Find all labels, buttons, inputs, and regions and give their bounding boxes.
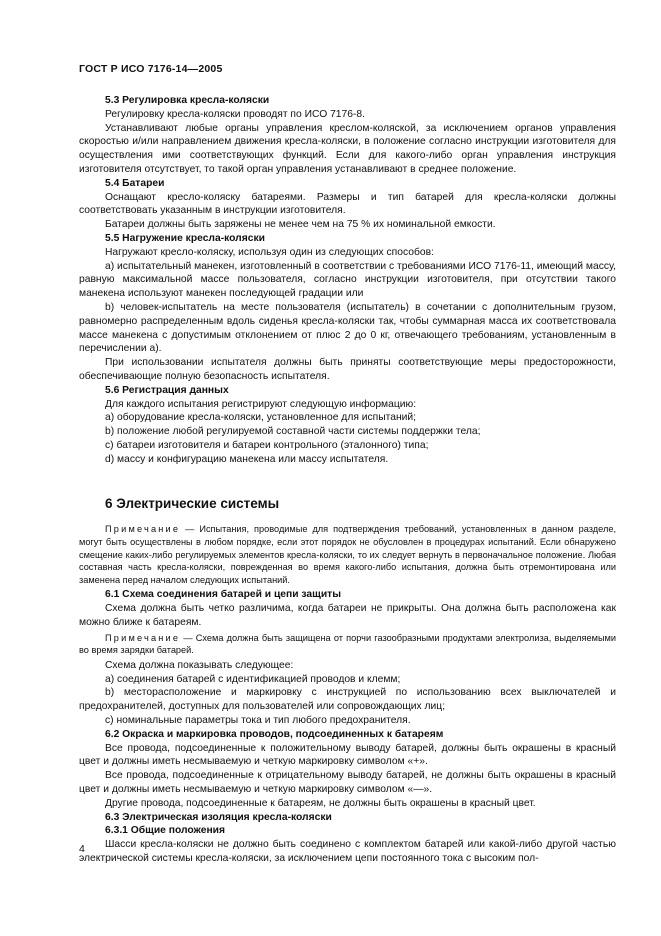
document-body — [79, 94, 616, 866]
paragraph: При использовании испытателя должны быть приняты соответствующие меры предосторожности, обеспечивающие полную безопасность испытателя. — [79, 357, 616, 382]
paragraph: Регулировку кресла-коляски проводят по ИСО 7176-8. — [105, 108, 365, 120]
heading-6-2: 6.2 Окраска и маркировка проводов, подсоединенных к батареям — [105, 728, 444, 740]
heading-5-4: 5.4 Батареи — [105, 177, 165, 189]
list-item: a) испытательный манекен, изготовленный в соответствии с требованиями ИСО 7176-11, имеющий массу, равную максимальной массе пользователя, согласно инструкции изготовителя, при отсутствии такого манекена используют манекен последующей градации или — [79, 260, 616, 300]
list-item: c) номинальные параметры тока и тип любого предохранителя. — [105, 715, 411, 727]
paragraph: Схема должна показывать следующее: — [105, 659, 294, 671]
paragraph: Батареи должны быть заряжены не менее чем на 75 % их номинальной емкости. — [105, 219, 496, 231]
note-label: Примечание — [105, 524, 181, 535]
note-text: — Схема должна быть защищена от порчи газообразными продуктами электролиза, выделяемыми во время зарядки батарей. — [79, 632, 616, 656]
heading-5-3: 5.3 Регулировка кресла-коляски — [105, 95, 270, 106]
heading-6-3-1: 6.3.1 Общие положения — [105, 825, 225, 837]
paragraph: Нагружают кресло-коляску, используя один из следующих способов: — [105, 246, 434, 258]
paragraph: Другие провода, подсоединенные к батареям, не должны быть окрашены в красный цвет. — [105, 797, 536, 809]
paragraph: Для каждого испытания регистрируют следующую информацию: — [105, 398, 417, 410]
list-item: b) положение любой регулируемой составной части системы поддержки тела; — [105, 426, 481, 438]
heading-5-6: 5.6 Регистрация данных — [105, 384, 229, 396]
document-header: ГОСТ Р ИСО 7176-14—2005 — [79, 63, 223, 75]
list-item: c) батареи изготовителя и батареи контрольного (эталонного) типа; — [105, 439, 429, 451]
paragraph: Устанавливают любые органы управления креслом-коляской, за исключением органов управления скоростью и/или направлением движения кресла-коляски, в положение согласно инструкции изготовителя для осуществления ими соответствующих функций. Если для какого-либо орган управления инструкция изготовителя отсутствует, то такой орган управления устанавливают в среднее положение. — [79, 122, 616, 175]
heading-6-3: 6.3 Электрическая изоляция кресла-коляски — [105, 811, 332, 823]
list-item: a) оборудование кресла-коляски, установленное для испытаний; — [105, 412, 417, 424]
page-number: 4 — [79, 843, 85, 855]
paragraph: Все провода, подсоединенные к отрицательному выводу батарей, не должны быть окрашены в красный цвет и должны иметь несмываемую и четкую маркировку символом «—». — [79, 770, 616, 796]
paragraph: Оснащают кресло-коляску батареями. Размеры и тип батарей для кресла-коляски должны соответствовать указанным в инструкции изготовителя. — [79, 191, 616, 217]
list-item: d) массу и конфигурацию манекена или массу испытателя. — [105, 453, 389, 465]
note-label: Примечание — [105, 632, 181, 643]
note — [79, 632, 616, 657]
paragraph: Все провода, подсоединенные к положительному выводу батарей, должны быть окрашены в красный цвет и должны иметь несмываемую и четкую маркировку символом «+». — [79, 742, 616, 768]
heading-6-1: 6.1 Схема соединения батарей и цепи защиты — [105, 589, 341, 601]
note-text: — Испытания, проводимые для подтверждения требований, установленных в данном разделе, могут быть осуществлены в любом порядке, если этот порядок не обусловлен в процедурах испытаний. Если обнаружено смещение каких-либо регулируемых элементов кресла-коляски, то их следует вернуть в первоначальное положение. Любая составная часть кресла-коляски, поврежденная во время какого-либо испытания, должна быть отремонтирована или заменена перед началом следующих испытаний. — [79, 524, 616, 585]
note — [79, 523, 616, 586]
section-6-title: 6 Электрические системы — [105, 495, 280, 511]
list-item: b) месторасположение и маркировку с инструкцией по использованию всех выключателей и предохранителей, доступных для пользователей или сопровождающих лиц; — [79, 687, 616, 713]
paragraph: Схема должна быть четко различима, когда батареи не прикрыты. Она должна быть расположена как можно ближе к батареям. — [79, 603, 616, 628]
paragraph: Шасси кресла-коляски не должно быть соединено с комплектом батарей или какой-либо другой частью электрической системы кресла-коляски, за исключением цепи постоянного тока с высоким пол- — [79, 839, 616, 865]
list-item: a) соединения батарей с идентификацией проводов и клемм; — [105, 673, 401, 685]
heading-5-5: 5.5 Нагружение кресла-коляски — [105, 232, 265, 244]
list-item: b) человек-испытатель на месте пользователя (испытатель) в сочетании с дополнительным грузом, равномерно распределенным вдоль сиденья кресла-коляски так, чтобы суммарная масса их соответствовала массе манекена с допустимым отклонением от плюс 2 до 0 кг, отвечающего требованиям, установленным в перечислении a). — [79, 301, 616, 355]
